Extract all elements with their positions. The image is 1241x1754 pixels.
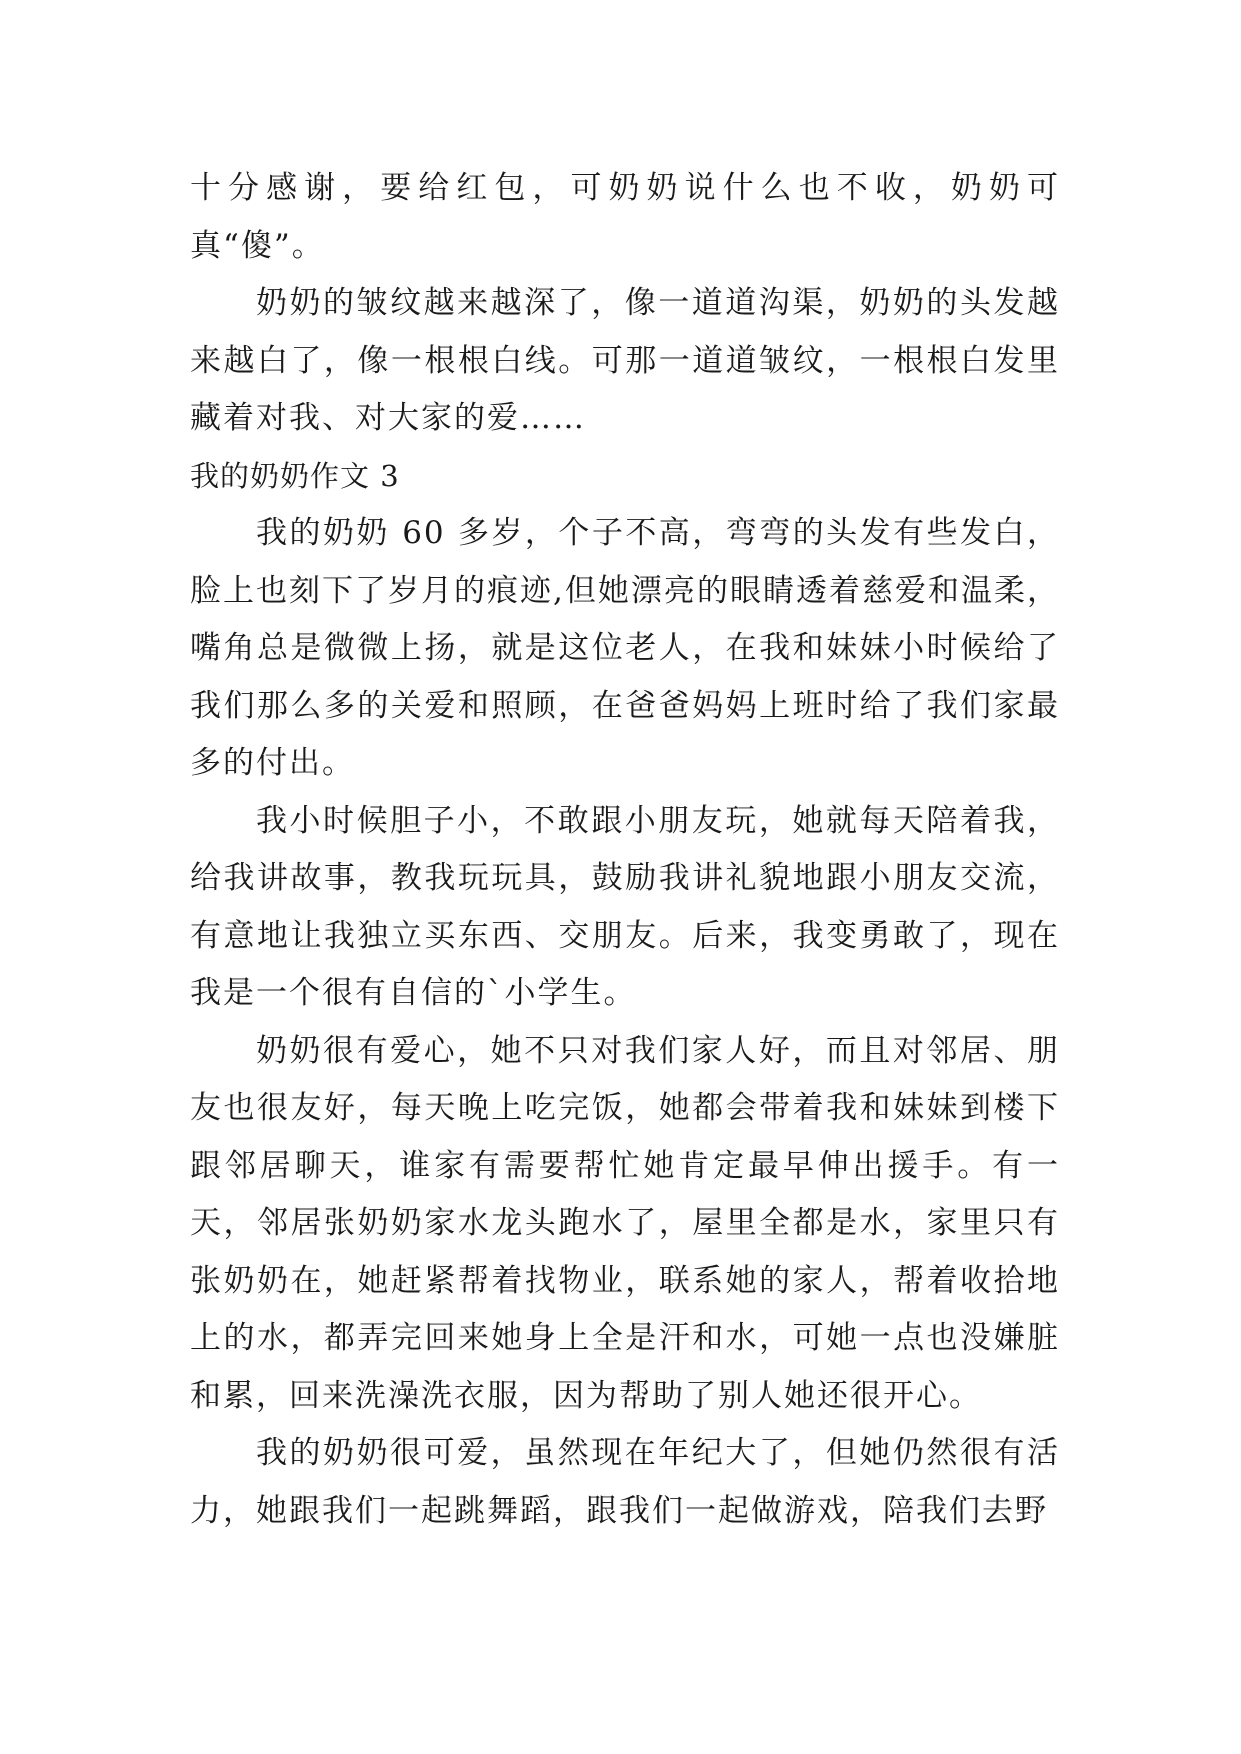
document-body (190, 160, 1060, 1540)
paragraph-kindness: 奶奶很有爱心，她不只对我们家人好，而且对邻居、朋友也很友好，每天晚上吃完饭，她都会带着我和妹妹到楼下跟邻居聊天，谁家有需要帮忙她肯定最早伸出援手。有一天，邻居张奶奶家水龙头跑水了，屋里全都是水，家里只有张奶奶在，她赶紧帮着找物业，联系她的家人，帮着收拾地上的水，都弄完回来她身上全是汗和水，可她一点也没嫌脏和累，回来洗澡洗衣服，因为帮助了别人她还很开心。 (190, 1032, 1060, 1414)
paragraph-grandma-intro: 我的奶奶 60 多岁，个子不高，弯弯的头发有些发白，脸上也刻下了岁月的痕迹,但她漂亮的眼睛透着慈爱和温柔，嘴角总是微微上扬，就是这位老人，在我和妹妹小时候给了我们那么多的关爱和照顾，在爸爸妈妈上班时给了我们家最多的付出。 (190, 515, 1060, 781)
paragraph-childhood: 我小时候胆子小，不敢跟小朋友玩，她就每天陪着我，给我讲故事，教我玩玩具，鼓励我讲礼貌地跟小朋友交流，有意地让我独立买东西、交朋友。后来，我变勇敢了，现在我是一个很有自信的`小学生。 (190, 802, 1060, 1011)
section-title: 我的奶奶作文 3 (190, 458, 400, 493)
paragraph-continuation: 十分感谢，要给红包，可奶奶说什么也不收，奶奶可真“傻”。 (190, 170, 1060, 264)
paragraph-lovely: 我的奶奶很可爱，虽然现在年纪大了，但她仍然很有活力，她跟我们一起跳舞蹈，跟我们一起做游戏，陪我们去野 (190, 1435, 1060, 1529)
paragraph-wrinkles: 奶奶的皱纹越来越深了，像一道道沟渠，奶奶的头发越来越白了，像一根根白线。可那一道道皱纹，一根根白发里藏着对我、对大家的爱…… (190, 285, 1060, 436)
